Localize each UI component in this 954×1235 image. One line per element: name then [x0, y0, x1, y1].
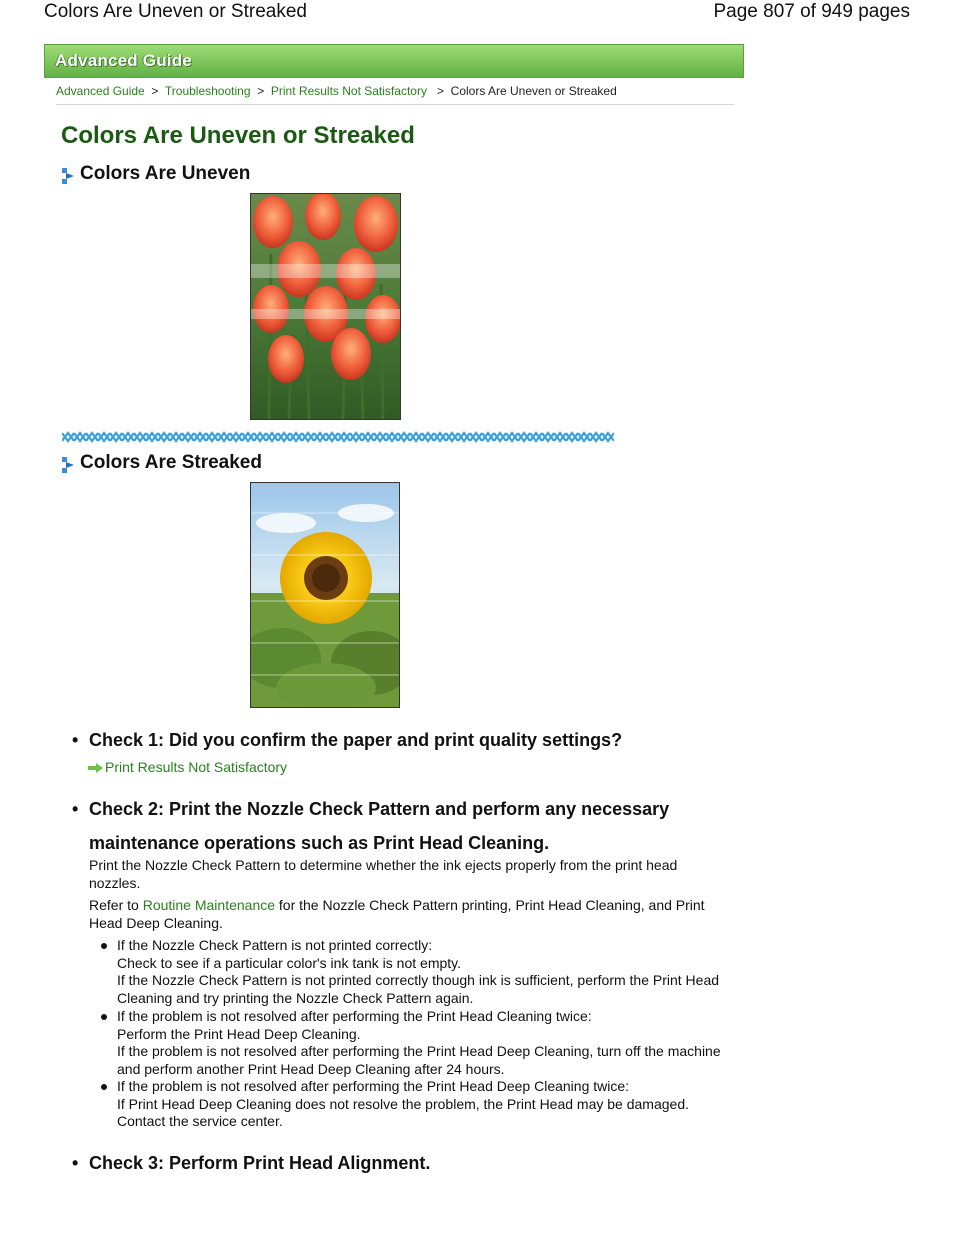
breadcrumb-separator: > — [430, 84, 448, 98]
breadcrumb — [56, 84, 617, 98]
check-2-item-2 — [117, 1008, 737, 1078]
page-counter: Page 807 of 949 pages — [713, 1, 910, 22]
breadcrumb-separator: > — [148, 84, 162, 98]
sub-bullet — [101, 1014, 107, 1020]
check-2-heading-line1: Check 2: Print the Nozzle Check Pattern and perform any necessary — [89, 799, 670, 819]
sub-bullet — [101, 1084, 107, 1090]
refer-suffix: for the Nozzle Check Pattern printing, Print Head Cleaning, and Print Head Deep Cleaning. — [89, 897, 705, 931]
zigzag-divider — [62, 430, 614, 444]
document-header-title: Colors Are Uneven or Streaked — [44, 1, 307, 22]
sub-bullet — [101, 943, 107, 949]
breadcrumb-print-results[interactable]: Print Results Not Satisfactory — [270, 84, 427, 98]
item-title: If the problem is not resolved after performing the Print Head Deep Cleaning twice: — [117, 1078, 630, 1094]
uneven-colors-sample-image — [250, 193, 401, 420]
section-heading-uneven: Colors Are Uneven — [80, 163, 251, 184]
breadcrumb-separator: > — [253, 84, 268, 98]
breadcrumb-divider — [56, 104, 734, 105]
item-line: If the Nozzle Check Pattern is not printed correctly though ink is sufficient, perform the Print Head Cleaning and try printing the Nozzle Check Pattern again. — [117, 972, 720, 1006]
breadcrumb-advanced-guide[interactable]: Advanced Guide — [56, 84, 145, 98]
check-2-refer-paragraph — [89, 896, 729, 932]
item-line: If the problem is not resolved after performing the Print Head Deep Cleaning, turn off the machine and perform another Print Head Deep Cleaning after 24 hours. — [117, 1043, 721, 1077]
check-2-item-3 — [117, 1078, 737, 1131]
check-2-item-1 — [117, 937, 737, 1007]
bullet: • — [72, 799, 79, 819]
streaked-colors-sample-image — [250, 482, 400, 708]
section-marker-icon — [62, 456, 76, 474]
refer-prefix: Refer to — [89, 897, 143, 913]
bullet: • — [72, 1153, 79, 1173]
item-line: Check to see if a particular color's ink tank is not empty. — [117, 954, 462, 971]
print-results-link[interactable]: Print Results Not Satisfactory — [105, 759, 288, 775]
item-line: If Print Head Deep Cleaning does not resolve the problem, the Print Head may be damaged. Contact the service center. — [117, 1095, 689, 1130]
green-arrow-icon — [88, 763, 103, 773]
check-2-heading-line2: maintenance operations such as Print Head Cleaning. — [89, 833, 550, 853]
item-title: If the problem is not resolved after performing the Print Head Cleaning twice: — [117, 1008, 592, 1024]
section-heading-streaked: Colors Are Streaked — [80, 452, 262, 473]
breadcrumb-troubleshooting[interactable]: Troubleshooting — [164, 84, 251, 98]
advanced-guide-banner — [44, 44, 744, 78]
bullet: • — [72, 730, 79, 750]
check-2-paragraph: Print the Nozzle Check Pattern to determine whether the ink ejects properly from the print head nozzles. — [89, 857, 678, 891]
routine-maintenance-link[interactable]: Routine Maintenance — [142, 897, 276, 913]
breadcrumb-current: Colors Are Uneven or Streaked — [450, 84, 617, 98]
check-3-heading: Check 3: Perform Print Head Alignment. — [89, 1153, 431, 1173]
page-title: Colors Are Uneven or Streaked — [61, 122, 415, 149]
item-line: Perform the Print Head Deep Cleaning. — [117, 1025, 361, 1042]
section-marker-icon — [62, 167, 76, 185]
item-title: If the Nozzle Check Pattern is not printed correctly: — [117, 937, 433, 953]
check-1-heading: Check 1: Did you confirm the paper and print quality settings? — [89, 730, 623, 750]
banner-label: Advanced Guide — [55, 51, 192, 70]
